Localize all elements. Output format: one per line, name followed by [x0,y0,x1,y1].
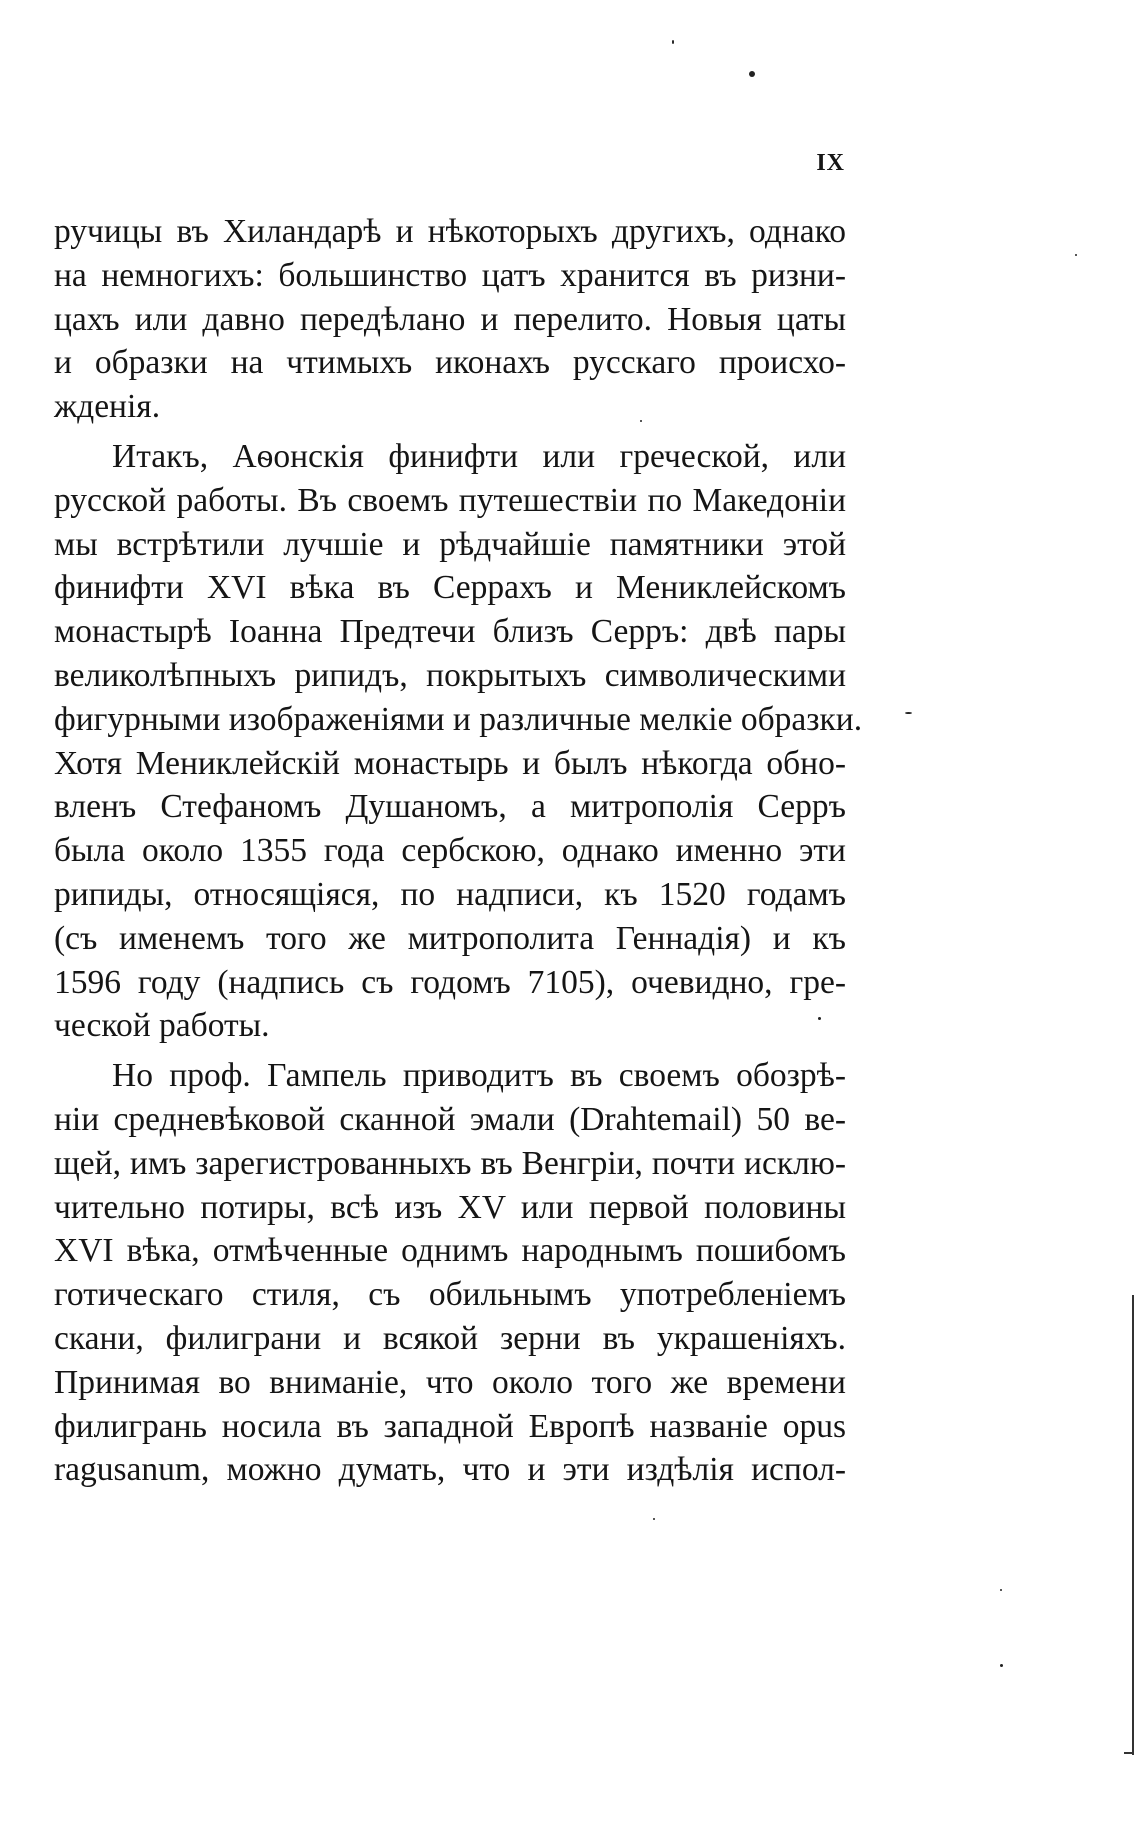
text-line: щей, имъ зарегистрованныхъ въ Венгріи, почти исклю- [54,1144,846,1182]
page-edge-mark [1132,1295,1134,1755]
text-line: фигурными изображеніями и различные мелкіе образки. [54,700,863,738]
text-line: финифти XVI вѣка въ Серрахъ и Мениклейскомъ [54,569,846,607]
text-line: и образки на чтимыхъ иконахъ русскаго происхо- [54,344,846,382]
paragraph-3 [54,1054,846,1492]
text-line: Итакъ, Аѳонскія финифти или греческой, или [112,437,846,475]
scan-speck [749,71,755,77]
text-line: русской работы. Въ своемъ путешествіи по Македоніи [54,481,846,519]
text-line: мы встрѣтили лучшіе и рѣдчайшіе памятники этой [54,525,846,563]
text-line: вленъ Стефаномъ Душаномъ, а митрополія Серръ [54,788,846,826]
scan-speck [905,712,912,714]
text-line: скани, филиграни и всякой зерни въ украшеніяхъ. [54,1319,846,1357]
text-line: Принимая во вниманіе, что около того же времени [54,1363,846,1401]
page-number: IX [816,150,845,176]
text-line: ніи средневѣковой сканной эмали (Drahtemail) 50 ве- [54,1100,846,1138]
text-line: цахъ или давно передѣлано и перелито. Новыя цаты [54,300,846,338]
text-line: жденія. [54,388,161,426]
text-line: ragusanum, можно думать, что и эти издѣлія испол- [54,1451,846,1489]
text-line: великолѣпныхъ рипидъ, покрытыхъ символическими [54,656,846,694]
text-line: чительно потиры, всѣ изъ XV или первой половины [54,1188,846,1226]
text-line: была около 1355 года сербскою, однако именно эти [54,832,846,870]
text-line: готическаго стиля, съ обильнымъ употребленіемъ [54,1276,846,1314]
scan-speck [1000,1664,1003,1667]
scan-speck [672,40,674,44]
text-line: 1596 году (надпись съ годомъ 7105), очевидно, гре- [54,963,846,1001]
scan-speck [1000,1589,1002,1591]
text-line: ческой работы. [54,1007,270,1045]
text-line: Но проф. Гампель приводитъ въ своемъ обозрѣ- [112,1057,846,1095]
page-edge-mark [1124,1752,1134,1754]
scan-speck [1075,254,1077,256]
text-line: на немногихъ: большинство цатъ хранится въ ризни- [54,256,846,294]
text-line: монастырѣ Іоанна Предтечи близъ Серръ: двѣ пары [54,613,846,651]
text-line: ручицы въ Хиландарѣ и нѣкоторыхъ другихъ, однако [54,213,846,250]
text-line: XVI вѣка, отмѣченные однимъ народнымъ пошибомъ [54,1232,846,1270]
body-text [54,210,863,1492]
paragraph-2 [54,435,863,1048]
text-line: (съ именемъ того же митрополита Геннадія) и къ [54,919,846,957]
text-line: Хотя Мениклейскій монастырь и былъ нѣкогда обно- [54,744,846,782]
text-line: филигрань носила въ западной Европѣ названіе opus [54,1407,846,1445]
paragraph-1 [54,210,846,429]
scan-speck [653,1518,655,1520]
text-line: рипиды, относящіяся, по надписи, къ 1520 годамъ [54,875,846,913]
